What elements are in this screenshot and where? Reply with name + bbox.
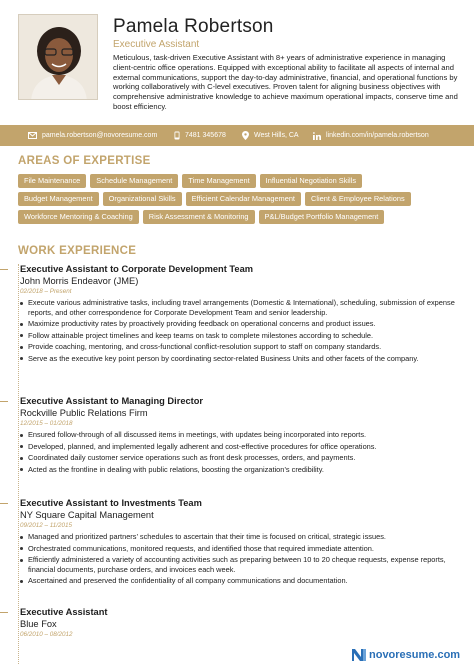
novoresume-logo-icon xyxy=(352,649,366,661)
job-bullet: Orchestrated communications, monitored requests, and identified those that required immediate attention. xyxy=(20,544,460,554)
contact-email-text: pamela.robertson@novoresume.com xyxy=(42,132,158,139)
job-bullet: Ascertained and preserved the confidentiality of all company communications and documentation. xyxy=(20,576,460,586)
skill-tag: Schedule Management xyxy=(90,174,178,188)
job-bullet: Ensured follow-through of all discussed items in meetings, with updates being incorporated into reports. xyxy=(20,430,460,440)
timeline-marker xyxy=(0,269,8,270)
expertise-heading: AREAS OF EXPERTISE xyxy=(18,155,151,167)
contact-location-text: West Hills, CA xyxy=(254,132,299,139)
novoresume-logo xyxy=(352,647,460,663)
contact-location xyxy=(242,129,299,142)
timeline-marker xyxy=(0,401,8,402)
contact-phone xyxy=(174,129,226,142)
skill-tag: Workforce Mentoring & Coaching xyxy=(18,210,139,224)
job-bullet: Maximize productivity rates by proactively providing feedback on operational concerns and product issues. xyxy=(20,319,460,329)
job-dates: 09/2012 – 11/2015 xyxy=(20,522,73,529)
profile-summary: Meticulous, task-driven Executive Assistant with 8+ years of administrative experience in managing client-centric office operations. Equipped with exceptional ability to facilitate all aspects of internal and external communications, support the day-to-day administrative, financial, and operational functions by working collaboratively with C-level executives. Proven talent for aligning business objectives with comprehensive administrative knowledge to achieve maximum operational impacts, conserve time and boost efficiency. xyxy=(113,53,458,111)
job-company: Blue Fox xyxy=(20,619,57,629)
job-bullet: Managed and prioritized partners’ schedules to ascertain that their time is focused on critical, strategic issues. xyxy=(20,532,460,542)
brand-text: novoresume.com xyxy=(369,649,461,661)
timeline-marker xyxy=(0,612,8,613)
job-bullets xyxy=(20,430,460,474)
contact-linkedin-text: linkedin.com/in/pamela.robertson xyxy=(326,132,429,139)
job-entry xyxy=(20,396,460,476)
skill-tag: Influential Negotiation Skills xyxy=(260,174,362,188)
job-entry xyxy=(20,607,460,641)
job-dates: 12/2015 – 01/2018 xyxy=(20,420,73,427)
job-title: Executive Assistant xyxy=(20,607,108,617)
resume-header xyxy=(0,0,474,118)
job-dates: 06/2010 – 08/2012 xyxy=(20,631,73,638)
skill-tag: Organizational Skills xyxy=(103,192,182,206)
job-bullet: Follow attainable project timelines and keep teams on task to complete milestones according to schedule. xyxy=(20,331,460,341)
email-icon xyxy=(28,132,37,139)
profile-photo xyxy=(18,14,98,100)
candidate-title: Executive Assistant xyxy=(113,39,200,50)
contact-bar xyxy=(0,125,474,146)
job-entry xyxy=(20,264,460,366)
timeline-marker xyxy=(0,503,8,504)
job-bullet: Coordinated daily customer service operations such as front desk processes, orders, and payments. xyxy=(20,453,460,463)
skill-tag: Time Management xyxy=(182,174,255,188)
job-bullets xyxy=(20,298,460,364)
skill-tag: Risk Assessment & Monitoring xyxy=(143,210,255,224)
contact-phone-text: 7481 345678 xyxy=(185,132,226,139)
location-icon xyxy=(242,131,249,140)
skill-row xyxy=(18,210,458,224)
skill-tag: Budget Management xyxy=(18,192,99,206)
skill-tag: Client & Employee Relations xyxy=(305,192,411,206)
linkedin-icon xyxy=(313,132,321,140)
contact-email[interactable] xyxy=(28,129,157,142)
job-title: Executive Assistant to Investments Team xyxy=(20,498,202,508)
job-entry xyxy=(20,498,460,588)
job-dates: 02/2018 – Present xyxy=(20,288,72,295)
job-bullet: Provide coaching, mentoring, and cross-functional conflict-resolution support to staff on company standards. xyxy=(20,342,460,352)
job-bullet: Execute various administrative tasks, including travel arrangements (Domestic & International), scheduling, submission of expense reports, and other correspondence for Corporate Development Team and senior leadership. xyxy=(20,298,460,317)
job-bullet: Developed, planned, and implemented legally adherent and cost-effective procedures for office operations. xyxy=(20,442,460,452)
candidate-name: Pamela Robertson xyxy=(113,16,274,37)
skills-list xyxy=(18,174,458,228)
job-bullet: Serve as the executive key point person by coordinating sector-related Business Units and other facets of the company. xyxy=(20,354,460,364)
skill-row xyxy=(18,174,458,188)
job-bullet: Acted as the frontline in dealing with public relations, boosting the organization’s credibility. xyxy=(20,465,460,475)
skill-row xyxy=(18,192,458,206)
job-bullet: Efficiently administered a variety of accounting activities such as preparing between 10 to 20 cheque requests, expense reports, financial documents, purchase orders, and invoices each week. xyxy=(20,555,460,574)
skill-tag: File Maintenance xyxy=(18,174,86,188)
timeline-line xyxy=(18,264,19,664)
job-title: Executive Assistant to Corporate Development Team xyxy=(20,264,254,274)
contact-linkedin[interactable] xyxy=(313,129,429,142)
job-company: Rockville Public Relations Firm xyxy=(20,408,148,418)
job-company: John Morris Endeavor (JME) xyxy=(20,276,139,286)
skill-tag: Efficient Calendar Management xyxy=(186,192,301,206)
phone-icon xyxy=(174,131,180,140)
person-portrait-icon xyxy=(19,15,98,100)
job-company: NY Square Capital Management xyxy=(20,510,154,520)
skill-tag: P&L/Budget Portfolio Management xyxy=(259,210,385,224)
work-heading: WORK EXPERIENCE xyxy=(18,245,137,257)
job-bullets xyxy=(20,532,460,586)
job-title: Executive Assistant to Managing Director xyxy=(20,396,204,406)
